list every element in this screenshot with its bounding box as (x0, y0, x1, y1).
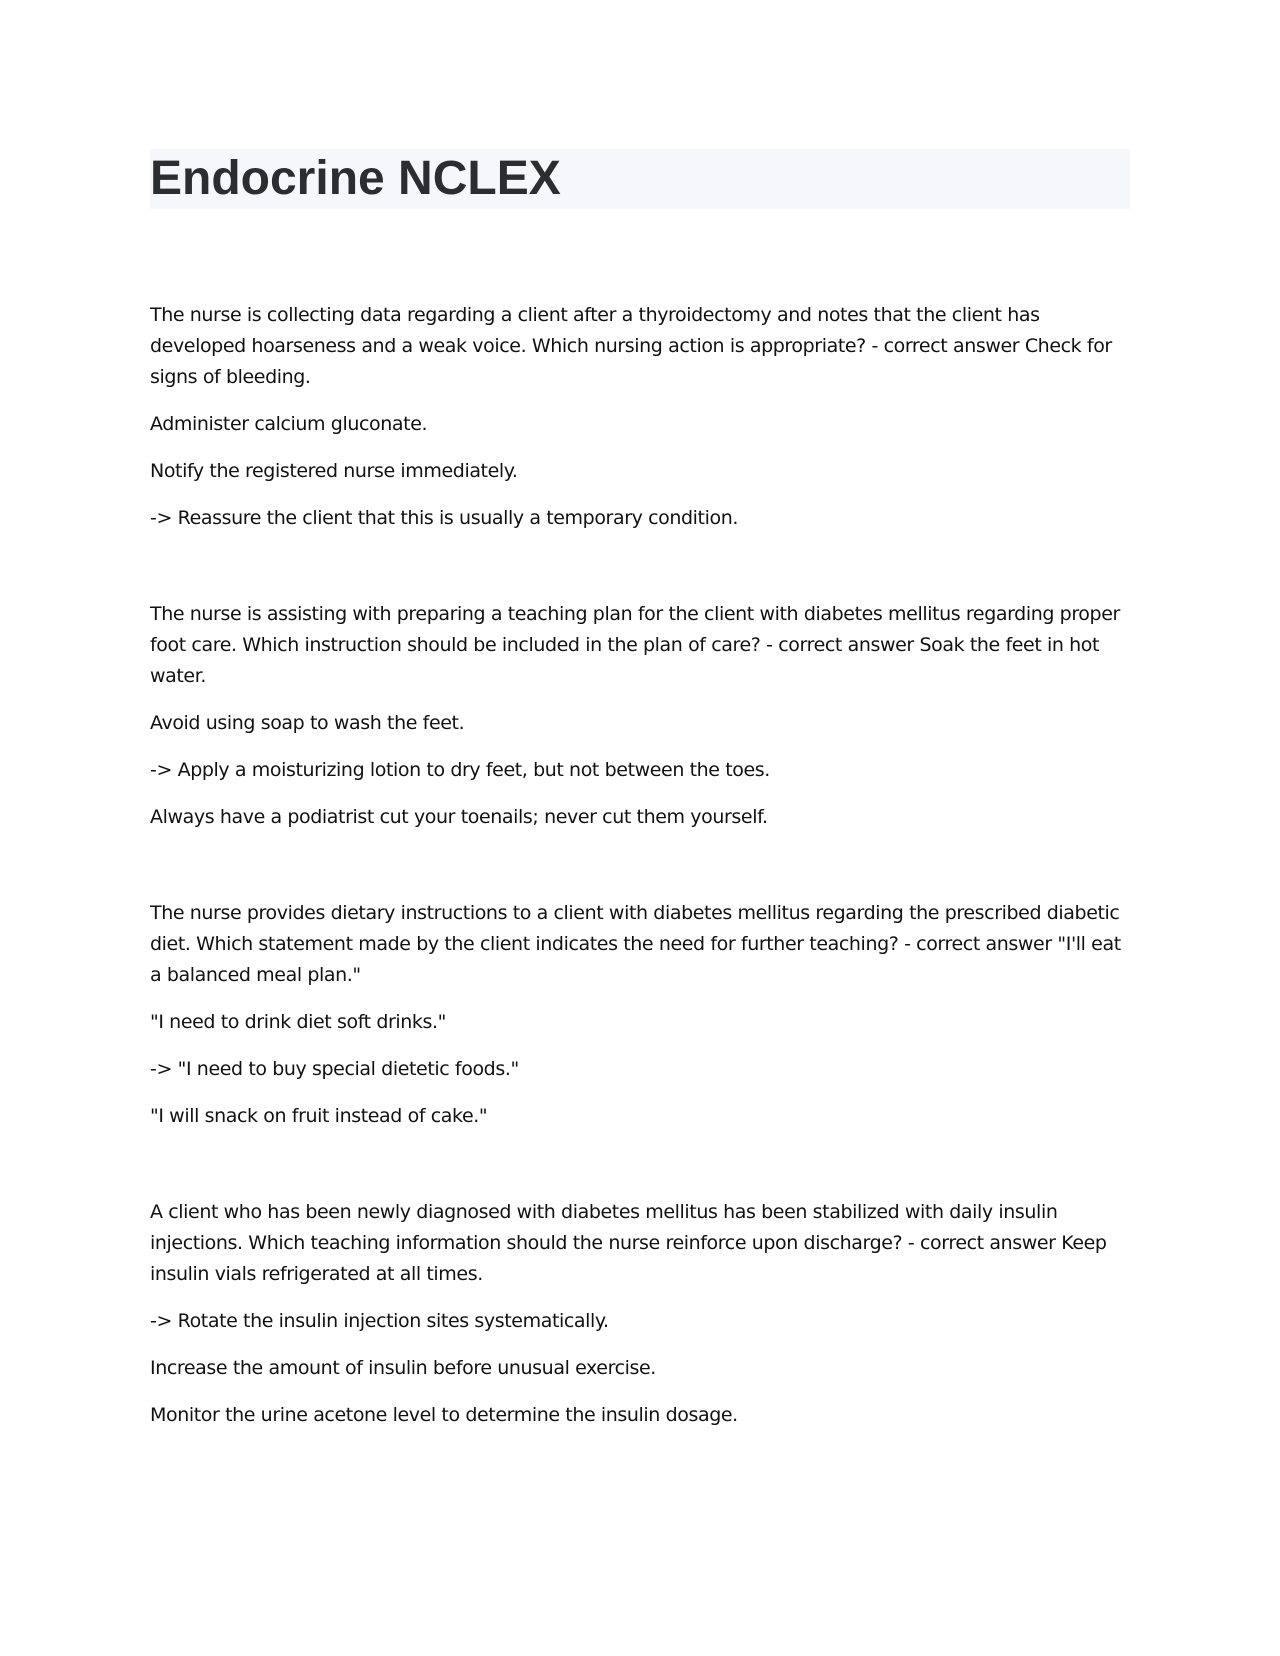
document-content (150, 300, 1135, 1496)
question-block-4 (150, 1197, 1135, 1431)
question-text: The nurse is assisting with preparing a teaching plan for the client with diabetes mellitus regarding proper foot care. Which instruction should be included in the plan of care? - correct answer Soak the feet in hot water. (150, 603, 1120, 687)
answer-option: -> "I need to buy special dietetic foods." (150, 1058, 519, 1080)
answer-option: Always have a podiatrist cut your toenails; never cut them yourself. (150, 806, 768, 828)
answer-option: -> Reassure the client that this is usually a temporary condition. (150, 507, 738, 529)
question-text: The nurse is collecting data regarding a client after a thyroidectomy and notes that the client has developed hoarseness and a weak voice. Which nursing action is appropriate? - correct answer Check for signs of bleeding. (150, 304, 1112, 388)
answer-option: Administer calcium gluconate. (150, 413, 428, 435)
question-text: A client who has been newly diagnosed with diabetes mellitus has been stabilized with daily insulin injections. Which teaching information should the nurse reinforce upon discharge? - correct answer Keep insulin vials refrigerated at all times. (150, 1201, 1107, 1285)
answer-option: Avoid using soap to wash the feet. (150, 712, 465, 734)
title-bar (150, 149, 1130, 209)
answer-option: "I will snack on fruit instead of cake." (150, 1105, 488, 1127)
answer-option: -> Rotate the insulin injection sites systematically. (150, 1310, 609, 1332)
question-block-1 (150, 300, 1135, 534)
answer-option: Increase the amount of insulin before unusual exercise. (150, 1357, 656, 1379)
answer-option: "I need to drink diet soft drinks." (150, 1011, 447, 1033)
question-text: The nurse provides dietary instructions to a client with diabetes mellitus regarding the prescribed diabetic diet. Which statement made by the client indicates the need for further teaching? - correct answer "I'll eat a balanced meal plan." (150, 902, 1121, 986)
answer-option: Notify the registered nurse immediately. (150, 460, 518, 482)
answer-option: -> Apply a moisturizing lotion to dry feet, but not between the toes. (150, 759, 770, 781)
question-block-2 (150, 599, 1135, 833)
page-title: Endocrine NCLEX (150, 152, 561, 205)
answer-option: Monitor the urine acetone level to determine the insulin dosage. (150, 1404, 738, 1426)
question-block-3 (150, 898, 1135, 1132)
